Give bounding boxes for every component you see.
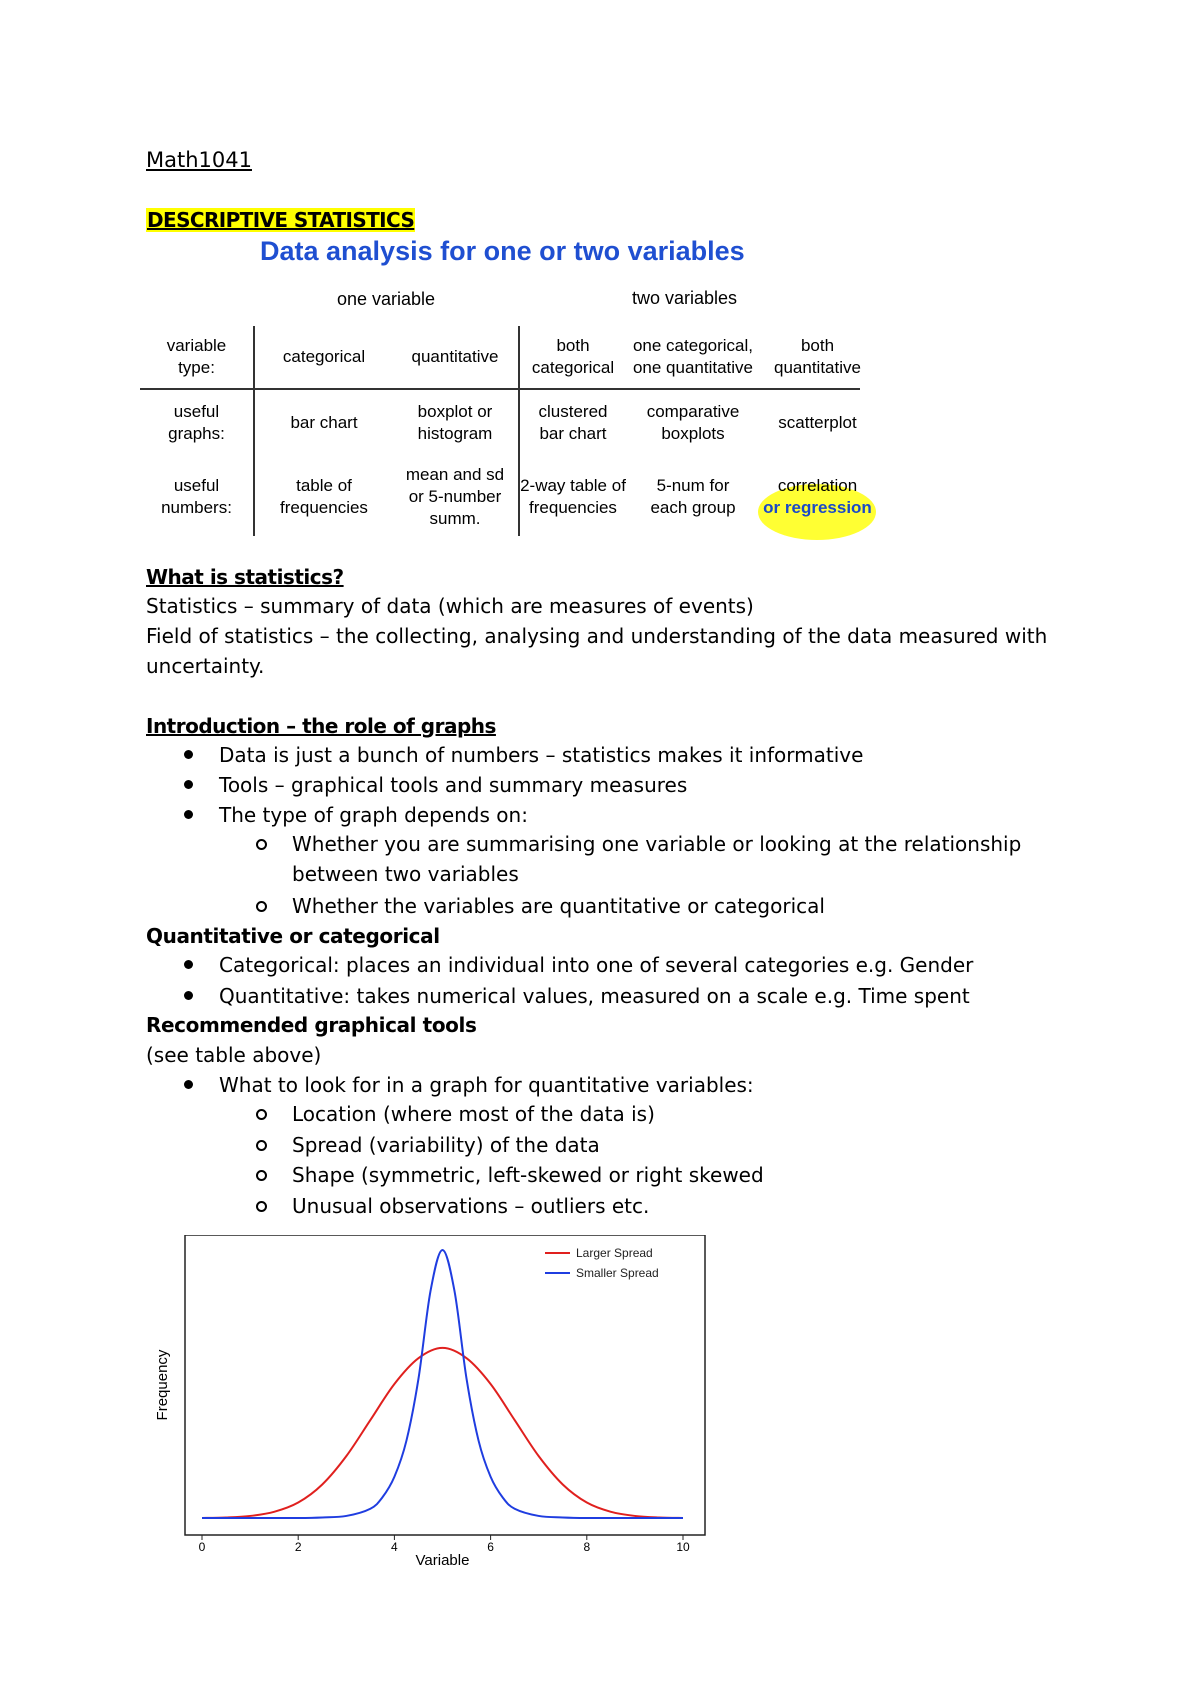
numbers-cell <box>258 458 390 536</box>
header-cell <box>258 328 390 386</box>
numbers-cell-line: mean and sd <box>405 465 505 484</box>
quant-bullet-2: Quantitative: takes numerical values, measured on a scale e.g. Time spent <box>219 984 970 1008</box>
header-cell-line: one categorical, <box>632 336 753 355</box>
header-cell <box>390 328 520 386</box>
bullet-dot <box>184 991 193 1000</box>
sub-bullet-circle <box>256 839 267 850</box>
highlighted-cell-line: or regression <box>763 498 872 517</box>
numbers-cell-line: summ. <box>429 509 481 528</box>
numbers-cell-line: each group <box>650 498 736 517</box>
group-one-variable: one variable <box>337 289 436 309</box>
graph-cell <box>760 394 875 452</box>
row-label-line: graphs: <box>168 424 225 443</box>
rec-sub-4: Unusual observations – outliers etc. <box>292 1194 650 1218</box>
x-tick-label: 10 <box>676 1540 690 1554</box>
legend-label: Smaller Spread <box>576 1266 659 1280</box>
bullet-dot <box>184 1080 193 1089</box>
sub-bullet-circle <box>256 901 267 912</box>
row-label <box>140 394 253 452</box>
x-tick-label: 6 <box>487 1540 494 1554</box>
rec-note: (see table above) <box>146 1043 322 1067</box>
highlighted-cell <box>760 458 875 536</box>
header-cell-line: categorical <box>282 347 366 366</box>
sub-bullet-circle <box>256 1201 267 1212</box>
numbers-cell-line: frequencies <box>280 498 368 517</box>
graph-cell <box>390 394 520 452</box>
graph-cell-line: boxplot or <box>417 402 493 421</box>
document-title: Math1041 <box>146 148 252 172</box>
quant-heading: Quantitative or categorical <box>146 924 440 948</box>
graph-cell <box>258 394 390 452</box>
numbers-cell <box>390 458 520 536</box>
header-cell-line: quantitative <box>411 347 499 366</box>
section-heading: DESCRIPTIVE STATISTICS <box>147 208 415 232</box>
numbers-cell <box>626 458 760 536</box>
graph-cell-line: clustered <box>538 402 608 421</box>
intro-sub-2: Whether the variables are quantitative or categorical <box>292 894 825 918</box>
graph-cell-line: bar chart <box>539 424 607 443</box>
header-cell-line: both <box>556 336 590 355</box>
header-cell <box>760 328 875 386</box>
bullet-dot <box>184 960 193 969</box>
rec-heading: Recommended graphical tools <box>146 1013 477 1037</box>
sub-bullet-circle <box>256 1109 267 1120</box>
intro-bullet-3: The type of graph depends on: <box>219 803 528 827</box>
spread-chart <box>150 1235 710 1565</box>
sub-bullet-circle <box>256 1170 267 1181</box>
intro-heading: Introduction – the role of graphs <box>146 714 496 738</box>
intro-bullet-1: Data is just a bunch of numbers – statistics makes it informative <box>219 743 864 767</box>
what-is-line-3: uncertainty. <box>146 654 265 678</box>
graph-cell <box>520 394 626 452</box>
x-tick-label: 2 <box>294 1540 302 1554</box>
group-two-variables: two variables <box>632 288 738 308</box>
table-divider-vertical-1 <box>253 326 255 536</box>
numbers-cell-line: 5-num for <box>656 476 730 495</box>
sub-bullet-circle <box>256 1140 267 1151</box>
x-tick-label: 4 <box>391 1540 398 1554</box>
row-label-line: useful <box>173 476 220 495</box>
header-cell-line: categorical <box>531 358 615 377</box>
table-divider-horizontal <box>140 388 860 390</box>
header-cell-line: one quantitative <box>632 358 754 377</box>
spread-chart-svg <box>150 1235 710 1565</box>
numbers-cell-line: table of <box>296 476 352 495</box>
what-is-line-1: Statistics – summary of data (which are measures of events) <box>146 594 754 618</box>
what-is-heading: What is statistics? <box>146 565 344 589</box>
intro-sub-1: Whether you are summarising one variable or looking at the relationship <box>292 832 1022 856</box>
row-label <box>140 458 253 536</box>
header-cell <box>520 328 626 386</box>
row-label-line: type: <box>178 358 215 377</box>
numbers-cell-line: frequencies <box>529 498 617 517</box>
quant-bullet-1: Categorical: places an individual into one of several categories e.g. Gender <box>219 953 974 977</box>
header-cell-line: quantitative <box>774 358 861 377</box>
numbers-cell-line: or 5-number <box>408 487 502 506</box>
x-tick-label: 0 <box>198 1540 206 1554</box>
intro-bullet-2: Tools – graphical tools and summary measures <box>219 773 688 797</box>
bullet-dot <box>184 750 193 759</box>
row-label-line: numbers: <box>161 498 232 517</box>
graph-cell <box>626 394 760 452</box>
variables-table-figure <box>140 236 900 536</box>
graph-cell-line: scatterplot <box>778 413 857 432</box>
graph-cell-line: bar chart <box>290 413 358 432</box>
numbers-cell <box>520 458 626 536</box>
graph-cell-line: comparative <box>646 402 740 421</box>
numbers-cell-line: 2-way table of <box>520 476 626 495</box>
highlighted-cell-line: correlation <box>777 476 858 495</box>
chart-frame <box>185 1235 705 1535</box>
table-figure-title: Data analysis for one or two variables <box>260 236 745 266</box>
rec-sub-1: Location (where most of the data is) <box>292 1102 655 1126</box>
legend-label: Larger Spread <box>576 1246 653 1260</box>
what-is-line-2: Field of statistics – the collecting, analysing and understanding of the data measured with <box>146 624 1048 648</box>
graph-cell-line: boxplots <box>661 424 725 443</box>
header-cell <box>626 328 760 386</box>
rec-bullet: What to look for in a graph for quantitative variables: <box>219 1073 754 1097</box>
y-axis-label: Frequency <box>154 1349 171 1421</box>
bullet-dot <box>184 780 193 789</box>
intro-sub-1-cont: between two variables <box>292 862 519 886</box>
row-label-line: useful <box>173 402 220 421</box>
bullet-dot <box>184 810 193 819</box>
row-label-line: variable <box>166 336 227 355</box>
header-cell-line: both <box>800 336 835 355</box>
x-tick-label: 8 <box>583 1540 591 1554</box>
rec-sub-3: Shape (symmetric, left-skewed or right skewed <box>292 1163 764 1187</box>
rec-sub-2: Spread (variability) of the data <box>292 1133 600 1157</box>
x-axis-label: Variable <box>415 1552 470 1565</box>
row-label <box>140 328 253 386</box>
graph-cell-line: histogram <box>417 424 493 443</box>
